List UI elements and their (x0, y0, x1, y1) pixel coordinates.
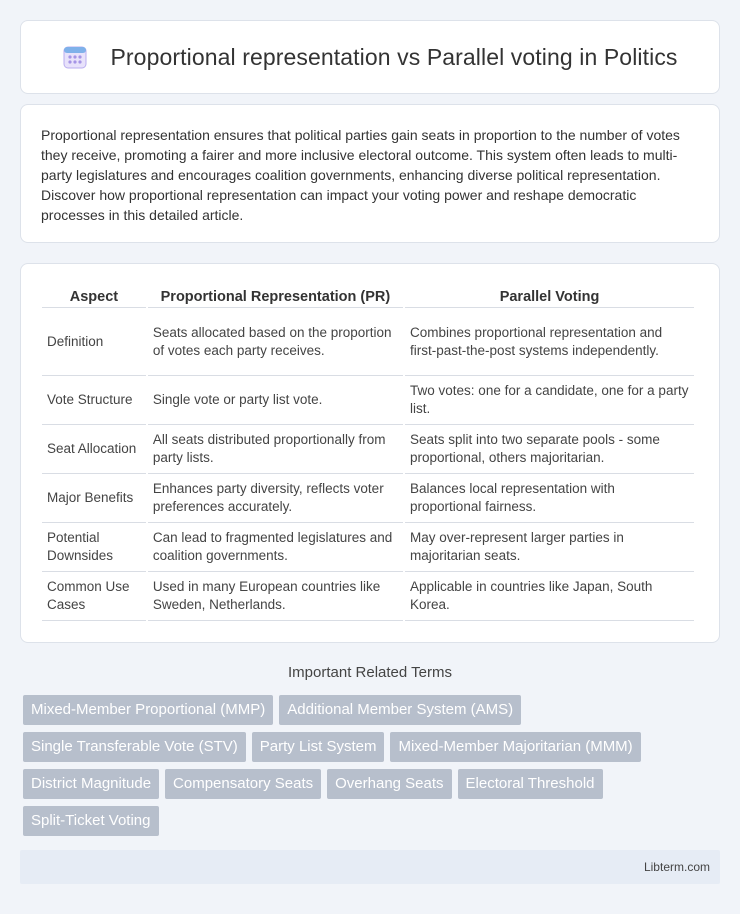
comparison-table-card (20, 263, 720, 643)
related-term-tag[interactable]: Overhang Seats (327, 769, 451, 799)
tag-row (23, 695, 723, 725)
row-pr: Used in many European countries like Sweden, Netherlands. (148, 572, 403, 621)
header-aspect: Aspect (42, 284, 146, 308)
related-term-tag[interactable]: District Magnitude (23, 769, 159, 799)
related-term-tag[interactable]: Single Transferable Vote (STV) (23, 732, 246, 762)
tag-row (23, 732, 723, 762)
row-parallel: Balances local representation with proportional fairness. (405, 474, 694, 523)
row-parallel: May over-represent larger parties in majoritarian seats. (405, 523, 694, 572)
row-aspect: Definition (42, 308, 146, 376)
row-pr: Seats allocated based on the proportion of votes each party receives. (148, 308, 403, 376)
row-parallel: Applicable in countries like Japan, South Korea. (405, 572, 694, 621)
table-header-row (42, 284, 694, 308)
related-term-tag[interactable]: Electoral Threshold (458, 769, 603, 799)
tag-row (23, 806, 723, 836)
related-term-tag[interactable]: Mixed-Member Proportional (MMP) (23, 695, 273, 725)
related-term-tag[interactable]: Party List System (252, 732, 385, 762)
table-row (42, 376, 694, 425)
table-row (42, 425, 694, 474)
row-pr: All seats distributed proportionally from party lists. (148, 425, 403, 474)
row-parallel: Combines proportional representation and first-past-the-post systems independently. (405, 308, 694, 376)
table-row (42, 523, 694, 572)
header-parallel: Parallel Voting (405, 284, 694, 308)
row-aspect: Major Benefits (42, 474, 146, 523)
intro-card (20, 104, 720, 243)
page-title: Proportional representation vs Parallel voting in Politics (110, 43, 678, 70)
related-term-tag[interactable]: Split-Ticket Voting (23, 806, 159, 836)
row-parallel: Two votes: one for a candidate, one for a party list. (405, 376, 694, 425)
row-parallel: Seats split into two separate pools - some proportional, others majoritarian. (405, 425, 694, 474)
related-term-tag[interactable]: Mixed-Member Majoritarian (MMM) (390, 732, 640, 762)
related-term-tag[interactable]: Additional Member System (AMS) (279, 695, 521, 725)
tag-row (23, 769, 723, 799)
row-pr: Can lead to fragmented legislatures and coalition governments. (148, 523, 403, 572)
row-aspect: Seat Allocation (42, 425, 146, 474)
related-term-tag[interactable]: Compensatory Seats (165, 769, 321, 799)
intro-paragraph: Proportional representation ensures that political parties gain seats in proportion to the number of votes they receive, promoting a fairer and more inclusive electoral outcome. This system often leads to multi-party legislatures and encourages coalition governments, enhancing diverse political representation. Discover how proportional representation can impact your voting power and reshape democratic processes in this detailed article. (41, 127, 680, 223)
table-row (42, 474, 694, 523)
row-aspect: Vote Structure (42, 376, 146, 425)
header-pr: Proportional Representation (PR) (148, 284, 403, 308)
row-pr: Enhances party diversity, reflects voter preferences accurately. (148, 474, 403, 523)
footer (20, 850, 720, 884)
header-card (20, 20, 720, 94)
calendar-grid-icon (62, 44, 88, 70)
row-aspect: Potential Downsides (42, 523, 146, 572)
table-row (42, 572, 694, 621)
row-aspect: Common Use Cases (42, 572, 146, 621)
related-terms-title: Important Related Terms (288, 664, 452, 681)
comparison-table (40, 284, 696, 621)
footer-site-link[interactable]: Libterm.com (643, 860, 710, 874)
related-terms-list (23, 695, 723, 843)
row-pr: Single vote or party list vote. (148, 376, 403, 425)
table-row (42, 308, 694, 376)
